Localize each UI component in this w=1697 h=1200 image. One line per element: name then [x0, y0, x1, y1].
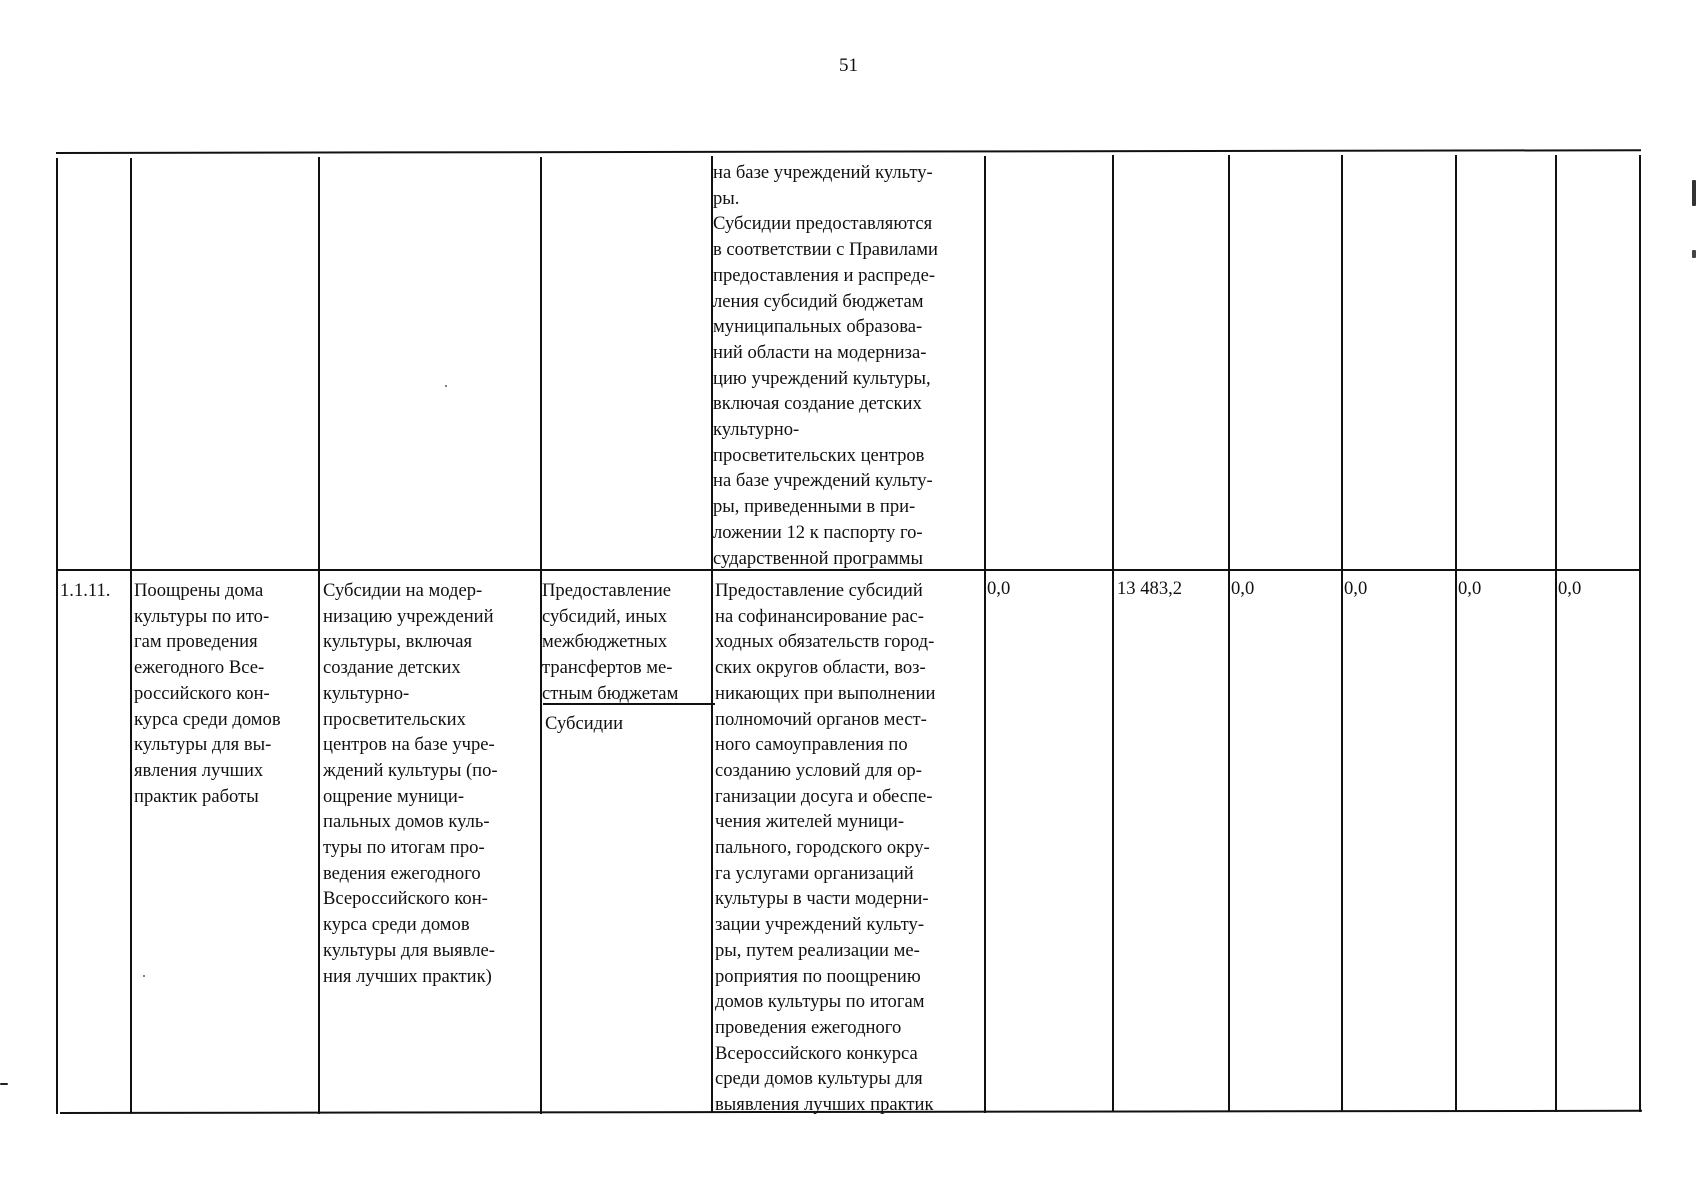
table-top-border	[56, 149, 1641, 154]
col-border-6	[1112, 155, 1114, 1112]
col-border-9	[1455, 155, 1457, 1112]
value-cell-6: 0,0	[1558, 578, 1582, 599]
row-divider	[57, 569, 1641, 571]
value-cell-4: 0,0	[1344, 578, 1368, 599]
col-border-8	[1341, 155, 1343, 1112]
col-border-10	[1555, 155, 1557, 1112]
measure-subtype-cell: Субсидии	[545, 713, 624, 734]
scan-artifact	[0, 1083, 8, 1085]
row-description-cell: Предоставление субсидий на софинансирование рас- ходных обязательств город- ских округов области, воз- никающих при выполнении полномочий органов мест- ного самоуправления по созданию условий для ор- ганизации досуга и обеспе- чения жителей муници- пального, городского окру- га услугами организаций культуры в части модерни- зации учреждений культу- ры, путем реализации ме- роприятия по поощрению домов культуры по итогам проведения ежегодного Всероссийского конкурса среди домов культуры для выявления лучших практик	[715, 580, 936, 1116]
result-cell: Поощрены дома культуры по ито- гам проведения ежегодного Все- российского кон- курса среди домов культуры для вы- явления лучших практик работы	[134, 580, 281, 807]
value-cell-1: 0,0	[987, 578, 1011, 599]
col-border-0	[56, 158, 58, 1114]
col-border-1	[130, 158, 132, 1114]
scan-artifact	[1692, 180, 1696, 206]
row-number-cell: 1.1.11.	[60, 580, 111, 601]
subsidy-name-cell: Субсидии на модер- низацию учреждений культуры, включая создание детских культурно- просветительских центров на базе учре- ждений культуры (по- ощрение муници- пальных домов куль- туры по итогам про- ведения ежегодного Всероссийского кон- курса среди домов культуры для выявле- ния лучших практик)	[323, 580, 498, 987]
measure-type-cell: Предоставление субсидий, иных межбюджетных трансфертов ме- стным бюджетам	[542, 580, 679, 704]
continuation-description-cell: на базе учреждений культу- ры. Субсидии предоставляются в соответствии с Правилами предоставления и распреде- ления субсидий бюджетам муниципальных образова- ний области на модерниза- цию учреждений культуры, включая создание детских культурно- просветительских центров на базе учреждений культу- ры, приведенными в при- ложении 12 к паспорту го- сударственной программы	[713, 162, 938, 568]
scan-artifact	[143, 975, 145, 977]
value-cell-5: 0,0	[1458, 578, 1482, 599]
value-cell-3: 0,0	[1231, 578, 1255, 599]
value-cell-2: 13 483,2	[1117, 578, 1183, 599]
col-border-2	[318, 157, 320, 1114]
scan-artifact	[445, 385, 447, 387]
page-number: 51	[839, 55, 858, 76]
col-border-11	[1639, 155, 1641, 1112]
col-border-7	[1228, 155, 1230, 1112]
scan-artifact	[1692, 250, 1696, 258]
